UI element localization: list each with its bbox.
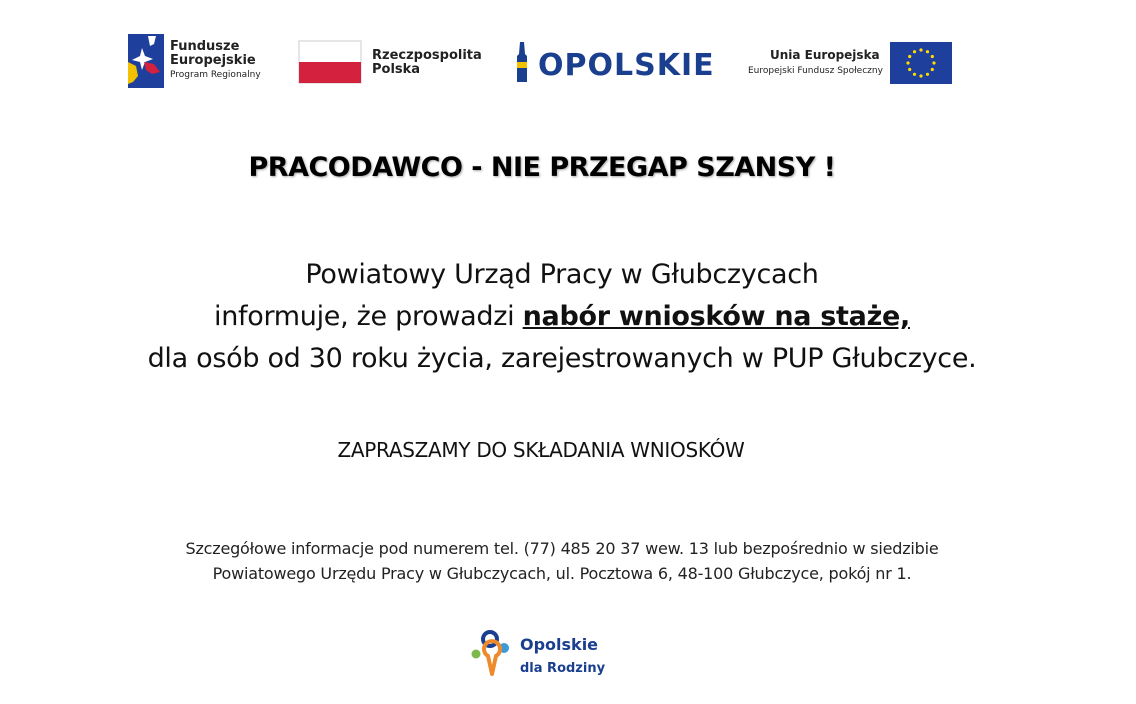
details-line2: Powiatowego Urzędu Pracy w Głubczycach, ul. Pocztowa 6, 48-100 Głubczyce, pokój nr 1. [212,564,912,583]
opolskie-tower-icon [512,40,534,84]
fundusze-line3: Program Regionalny [170,70,261,80]
fundusze-line2: Europejskie [170,53,256,68]
announcement-line1: Powiatowy Urząd Pracy w Głubczycach [305,259,819,290]
announcement-line2 [0,296,1124,338]
rodzina-emblem-icon [468,628,516,690]
eu-flag-icon [890,42,952,84]
opolskie-text: OPOLSKIE [538,48,715,83]
main-announcement [0,254,1124,380]
announcement-line3: dla osób od 30 roku życia, zarejestrowanych w PUP Głubczyce. [147,343,977,374]
fundusze-europejskie-logo [126,32,276,90]
announcement-highlight: nabór wniosków na staże, [522,301,910,332]
rodzina-line1: Opolskie [520,635,599,654]
unia-line2: Europejski Fundusz Społeczny [748,66,883,76]
announcement-line2-prefix: informuje, że prowadzi [214,301,523,332]
rodzina-line2: dla Rodziny [520,661,606,676]
fundusze-emblem-icon [126,32,166,90]
polish-flag-icon [298,40,362,84]
contact-details [0,536,1124,586]
unia-europejska-logo [746,40,956,86]
fundusze-line1: Fundusze [170,39,240,54]
polska-line2: Polska [372,62,421,77]
opolskie-logo [512,40,715,86]
headline: PRACODAWCO - NIE PRZEGAP SZANSY ! [248,152,836,183]
details-line1: Szczegółowe informacje pod numerem tel. (77) 485 20 37 wew. 13 lub bezpośrednio w siedzibie [185,539,939,558]
opolskie-dla-rodziny-logo [468,628,618,690]
polska-line1: Rzeczpospolita [372,48,482,63]
rzeczpospolita-polska-logo [298,40,488,86]
invite-text: ZAPRASZAMY DO SKŁADANIA WNIOSKÓW [337,438,745,462]
unia-line1: Unia Europejska [770,48,880,62]
